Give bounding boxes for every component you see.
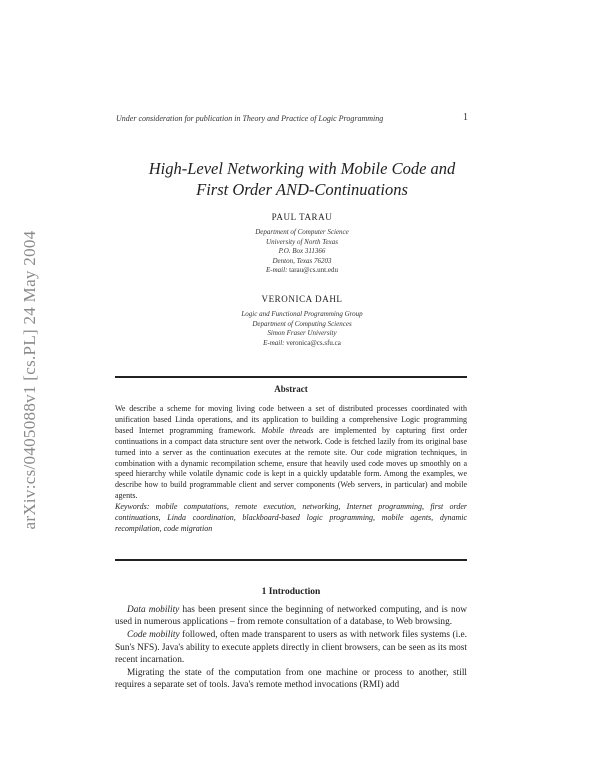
abstract-bottom-rule bbox=[115, 559, 467, 561]
abstract-top-rule bbox=[115, 376, 467, 378]
affiliation-line: Logic and Functional Programming Group bbox=[241, 310, 363, 318]
arxiv-stamp-text: arXiv:cs/0405088v1 [cs.PL] 24 May 2004 bbox=[20, 230, 39, 530]
email-label: E-mail: bbox=[263, 338, 285, 347]
author-block-2 bbox=[116, 294, 488, 348]
abstract-heading: Abstract bbox=[274, 384, 308, 394]
introduction-body bbox=[115, 604, 467, 692]
author-email[interactable]: veronica@cs.sfu.ca bbox=[286, 338, 341, 347]
title-line-2: First Order AND-Continuations bbox=[196, 180, 408, 199]
page-number: 1 bbox=[463, 112, 468, 123]
arxiv-stamp bbox=[10, 190, 50, 570]
intro-paragraph-1: Data mobility has been present since the beginning of networked computing, and is now used in numerous applications – from remote consultation of a database, to Web browsing. bbox=[115, 605, 467, 628]
affiliation-line: Department of Computing Sciences bbox=[252, 319, 352, 328]
email-label: E-mail: bbox=[266, 266, 288, 274]
intro-paragraph-2: Code mobility followed, often made transparent to users as with network files systems (i.e. Sun's NFS). Java's ability to execute applets directly in client browsers, can be seen as its most recent incarnation. bbox=[115, 630, 467, 665]
affiliation-line: P.O. Box 311366 bbox=[278, 247, 326, 255]
abstract-body bbox=[115, 404, 467, 535]
abstract-paragraph: We describe a scheme for moving living code between a set of distributed processes coordinated with unification based Linda operations, and its application to building a comprehensive Logic programming based Internet programming framework. Mobile threads are implemented by capturing first order continuations in a compact data structure sent over the network. Code is fetched lazily from its original base turned into a server as the continuation executes at the remote site. Our code migration techniques, in combination with a dynamic recompilation scheme, ensure that heavily used code moves up smoothly on a speed hierarchy while volatile dynamic code is kept in a quickly updatable form. Among the examples, we describe how to build programmable client and server components (Web servers, in particular) and mobile agents. bbox=[115, 404, 467, 501]
keywords: Keywords: mobile computations, remote execution, networking, Internet programming, first order continuations, Linda coordination, blackboard-based logic programming, mobile agents, dynamic recompilation, code migration bbox=[115, 502, 467, 533]
author-name: VERONICA DAHL bbox=[261, 294, 343, 304]
intro-paragraph-3: Migrating the state of the computation from one machine or process to another, still requires a separate set of tools. Java's remote method invocations (RMI) add bbox=[115, 668, 467, 691]
author-name: PAUL TARAU bbox=[271, 212, 333, 222]
title-line-1: High-Level Networking with Mobile Code and bbox=[148, 159, 456, 178]
affiliation-line: Denton, Texas 76203 bbox=[272, 256, 332, 265]
author-email-line bbox=[116, 339, 488, 349]
affiliation-line: Department of Computer Science bbox=[255, 228, 349, 236]
paper-title bbox=[116, 158, 488, 200]
affiliation-line: University of North Texas bbox=[266, 237, 338, 246]
author-email[interactable]: tarau@cs.unt.edu bbox=[289, 266, 338, 274]
author-email-line bbox=[116, 266, 488, 276]
running-head: Under consideration for publication in Theory and Practice of Logic Programming bbox=[116, 114, 384, 123]
author-block-1 bbox=[116, 212, 488, 276]
section-heading: 1 Introduction bbox=[261, 587, 321, 597]
affiliation-line: Simon Fraser University bbox=[267, 329, 337, 337]
mobile-threads-term: Mobile threads bbox=[261, 425, 314, 435]
